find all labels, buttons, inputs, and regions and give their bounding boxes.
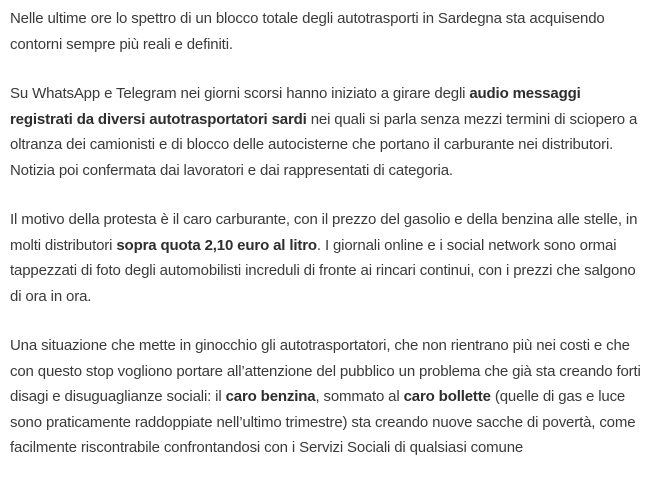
bold-highlight: audio messaggi registrati da diversi autotrasportatori sardi — [10, 85, 581, 128]
bold-highlight: caro benzina — [225, 388, 316, 405]
bold-highlight: caro bollette — [403, 388, 491, 405]
paragraph-audio-messages — [10, 81, 642, 183]
paragraph-text: Su WhatsApp e Telegram nei giorni scorsi hanno iniziato a girare degli — [10, 85, 470, 102]
paragraph-text: Il motivo della protesta è il caro carburante, con il prezzo del gasolio e della benzina alle stelle, in molti distributori — [10, 211, 638, 254]
bold-highlight: sopra quota 2,10 euro al litro — [116, 236, 317, 254]
paragraph-intro — [10, 6, 642, 57]
paragraph-text: (quelle di gas e luce sono praticamente raddoppiate nell’ultimo trimestre) sta creando nuove sacche di povertà, come facilmente riscontrabile confrontandosi con i Servizi Sociali di qualsiasi comune — [10, 388, 636, 456]
article-body — [10, 6, 642, 485]
paragraph-text: Una situazione che mette in ginocchio gli autotrasportatori, che non rientrano più nei costi e che con questo stop vogliono portare all’attenzione del pubblico un problema che già sta creando forti disagi e disuguaglianze sociali: il — [10, 337, 641, 405]
paragraph-text: , sommato al — [315, 388, 404, 405]
paragraph-text: . I giornali online e i social network sono ormai tappezzati di foto degli automobilisti increduli di fronte ai rincari continui, con i prezzi che salgono di ora in ora. — [10, 236, 636, 305]
paragraph-text: nei quali si parla senza mezzi termini di sciopero a oltranza dei camionisti e di blocco delle autocisterne che portano il carburante nei distributori. Notizia poi confermata dai lavoratori e dai rappresentati di categoria. — [10, 110, 638, 179]
paragraph-protest-reason — [10, 207, 642, 309]
paragraph-situation — [10, 333, 642, 461]
paragraph-text: Nelle ultime ore lo spettro di un blocco totale degli autotrasporti in Sardegna sta acquisendo contorni sempre più reali e definiti. — [10, 10, 605, 53]
